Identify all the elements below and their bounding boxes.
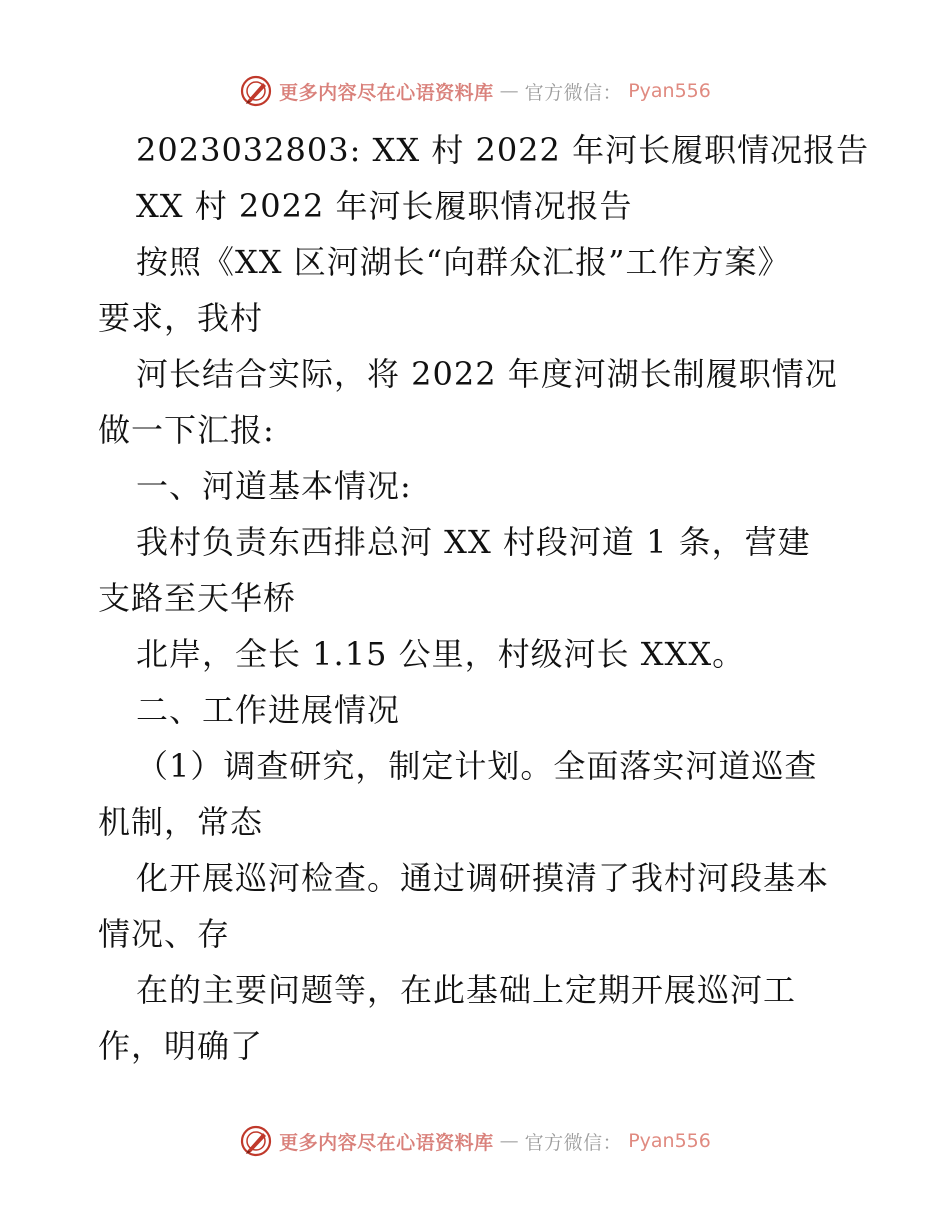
watermark-separator: — bbox=[499, 80, 519, 102]
document-line: 化开展巡河检查。通过调研摸清了我村河段基本 bbox=[136, 859, 830, 897]
document-line: 支路至天华桥 bbox=[98, 579, 297, 617]
document-body bbox=[98, 122, 870, 1074]
watermark-text: 更多内容尽在心语资料库 bbox=[279, 81, 494, 104]
document-line: （1）调查研究，制定计划。全面落实河道巡查 bbox=[136, 747, 818, 785]
document-line: 做一下汇报: bbox=[98, 411, 275, 449]
document-line: 北岸，全长 1.15 公里，村级河长 XXX。 bbox=[136, 635, 746, 673]
document-line: 在的主要问题等，在此基础上定期开展巡河工 bbox=[136, 971, 797, 1009]
document-line: 一、河道基本情况: bbox=[136, 467, 412, 505]
watermark-id: Pyan556 bbox=[628, 80, 711, 102]
document-line: 作，明确了 bbox=[98, 1027, 264, 1065]
watermark-text: 更多内容尽在心语资料库 bbox=[279, 1131, 494, 1154]
document-line: 2023032803: XX 村 2022 年河长履职情况报告 bbox=[136, 131, 870, 169]
footer-watermark bbox=[0, 1124, 950, 1158]
pen-logo-icon bbox=[239, 1124, 273, 1158]
document-line: 按照《XX 区河湖长“向群众汇报”工作方案》 bbox=[136, 243, 791, 281]
document-line: XX 村 2022 年河长履职情况报告 bbox=[136, 187, 633, 225]
watermark-contact: 官方微信： bbox=[524, 1131, 623, 1154]
document-line: 要求，我村 bbox=[98, 299, 264, 337]
watermark-id: Pyan556 bbox=[628, 1130, 711, 1152]
watermark-separator: — bbox=[499, 1130, 519, 1152]
pen-logo-icon bbox=[239, 74, 273, 108]
header-watermark bbox=[0, 74, 950, 108]
watermark-contact: 官方微信： bbox=[524, 81, 623, 104]
document-line: 机制，常态 bbox=[98, 803, 264, 841]
document-line: 二、工作进展情况 bbox=[136, 691, 401, 729]
document-line: 情况、存 bbox=[98, 915, 231, 953]
document-line: 我村负责东西排总河 XX 村段河道 1 条，营建 bbox=[136, 523, 811, 561]
document-line: 河长结合实际，将 2022 年度河湖长制履职情况 bbox=[136, 355, 838, 393]
